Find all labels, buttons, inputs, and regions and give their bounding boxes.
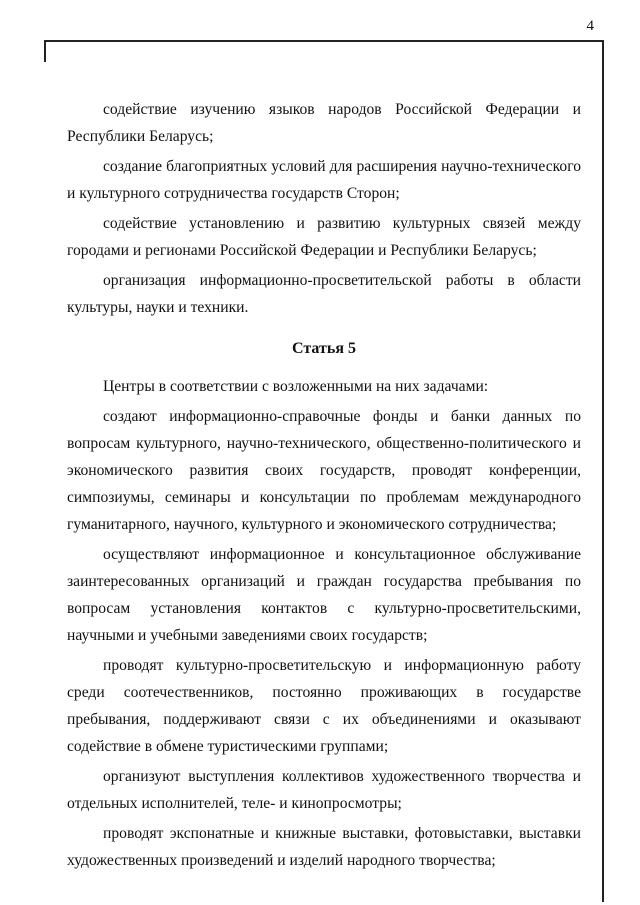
paragraph: создают информационно-справочные фонды и банки данных по вопросам культурного, научно-технического, общественно-политического и экономического развития своих государств, проводят конференции, симпозиумы, семинары и консультации по проблемам международного гуманитарного, научного, культурного и экономического сотрудничества; bbox=[67, 408, 581, 533]
frame-top-border bbox=[44, 40, 604, 42]
paragraph: содействие установлению и развитию культурных связей между городами и регионами Российской Федерации и Республики Беларусь; bbox=[67, 215, 581, 259]
paragraph: организация информационно-просветительской работы в области культуры, науки и техники. bbox=[67, 272, 581, 316]
paragraph: создание благоприятных условий для расширения научно-технического и культурного сотрудничества государств Сторон; bbox=[67, 158, 581, 202]
paragraph: содействие изучению языков народов Российской Федерации и Республики Беларусь; bbox=[67, 101, 581, 145]
frame-left-border bbox=[44, 40, 46, 62]
article-heading: Статья 5 bbox=[292, 340, 356, 357]
paragraph: осуществляют информационное и консультационное обслуживание заинтересованных организаций и граждан государства пребывания по вопросам установления контактов с культурно-просветительскими, научными и учебными заведениями своих государств; bbox=[67, 546, 581, 644]
paragraph: проводят экспонатные и книжные выставки, фотовыставки, выставки художественных произведений и изделий народного творчества; bbox=[67, 825, 581, 869]
paragraph: Центры в соответствии с возложенными на них задачами: bbox=[103, 378, 489, 395]
paragraph: проводят культурно-просветительскую и информационную работу среди соотечественников, постоянно проживающих в государстве пребывания, поддерживают связи с их объединениями и оказывают содействие в обмене туристическими группами; bbox=[67, 657, 581, 755]
frame-right-border bbox=[602, 40, 604, 902]
page-number: 4 bbox=[586, 18, 594, 34]
paragraph: организуют выступления коллективов художественного творчества и отдельных исполнителей, теле- и кинопросмотры; bbox=[67, 768, 581, 812]
document-body bbox=[67, 96, 581, 874]
